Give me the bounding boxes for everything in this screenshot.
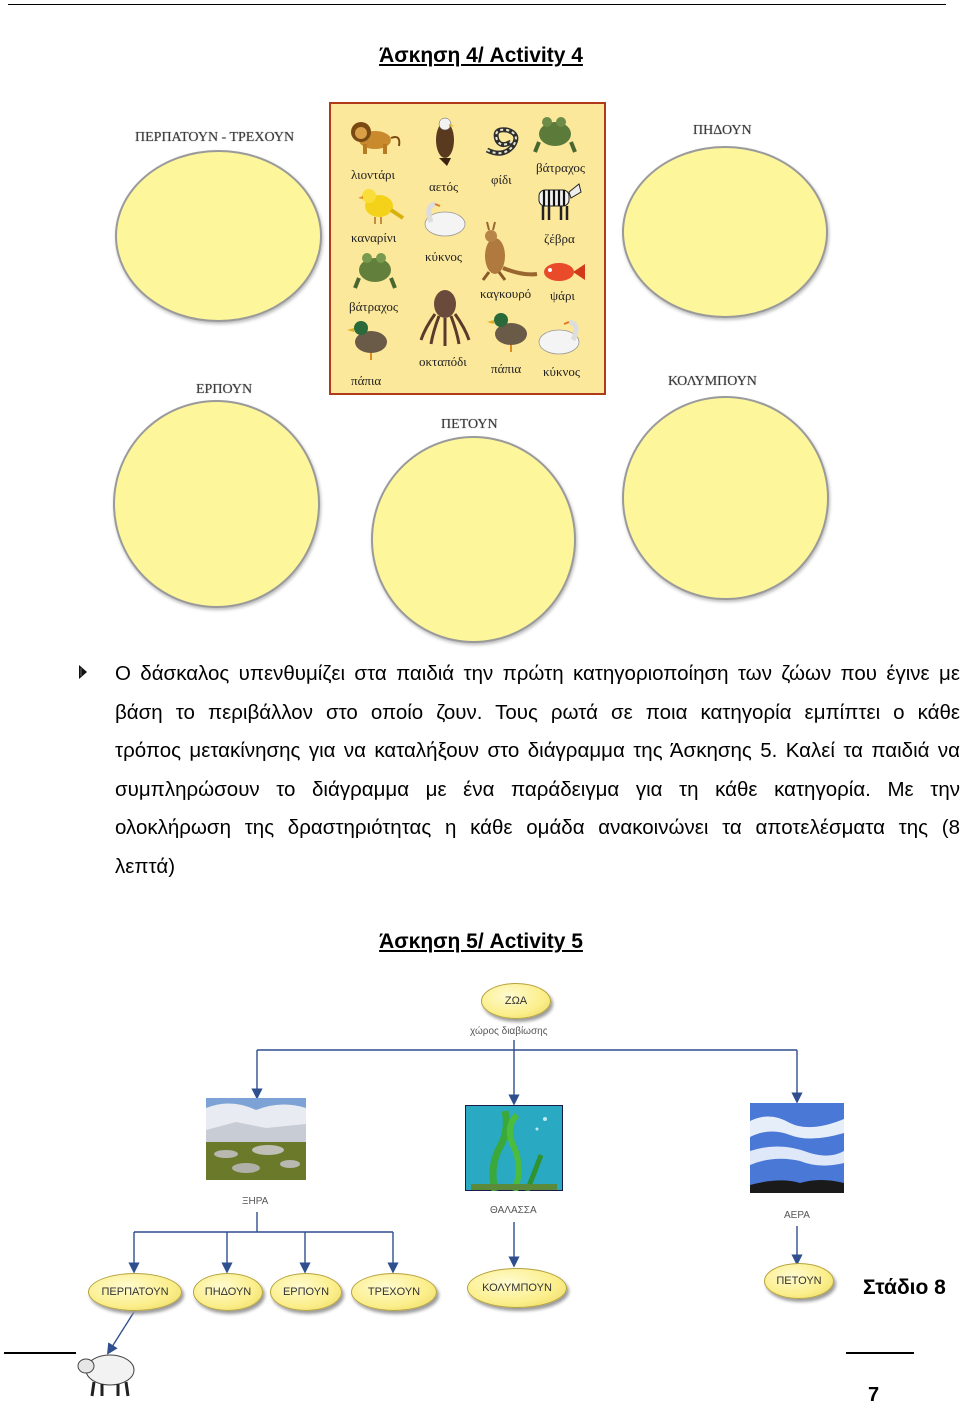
sea-seaweed-icon (465, 1105, 563, 1191)
animal-label: ζέβρα (544, 231, 575, 246)
habitat-air: ΑΕΡΑ (784, 1210, 810, 1221)
animal-label: πάπια (491, 361, 522, 376)
node-run: ΤΡΕΧΟΥΝ (351, 1273, 437, 1311)
habitat-sea: ΘΑΛΑΣΣΑ (490, 1205, 537, 1216)
activity4-title: Άσκηση 4/ Activity 4 (379, 44, 583, 67)
label-crawl: ΕΡΠΟΥΝ (196, 382, 253, 397)
animal-label: κύκνος (543, 364, 581, 379)
root-subtitle: χώρος διαβίωσης (470, 1026, 548, 1037)
stage-label: Στάδιο 8 (863, 1276, 946, 1299)
animal-label: αετός (429, 179, 459, 194)
animal-label: βάτραχος (536, 160, 586, 175)
page-number: 7 (868, 1384, 880, 1406)
node-animals: ΖΩΑ (481, 983, 551, 1019)
label-fly: ΠΕΤΟΥΝ (441, 417, 498, 432)
instructions-paragraph: Ο δάσκαλος υπενθυμίζει στα παιδιά την πρώτη κατηγοριοποίηση των ζώων που έγινε με βάση το περιβάλλον στο οποίο ζουν. Τους ρωτά σε ποια κατηγορία εμπίπτει ο κάθε τρόπος μετακίνησης για να καταλήξουν στο διάγραμμα της Άσκησης 5. Καλεί τα παιδιά να συμπληρώσουν το διάγραμμα με ένα παράδειγμα για τη κάθε κατηγορία. Με την ολοκλήρωση της δραστηριότητας η κάθε ομάδα ανακοινώνει τα αποτελέσματα της (8 λεπτά) (115, 662, 960, 878)
label-walk-run: ΠΕΡΠΑΤΟΥΝ - ΤΡΕΧΟΥΝ (135, 130, 295, 145)
node-swim: ΚΟΛΥΜΠΟΥΝ (467, 1268, 567, 1308)
land-landscape-icon (206, 1098, 306, 1180)
animal-label: φίδι (491, 172, 512, 187)
label-swim: ΚΟΛΥΜΠΟΥΝ (668, 374, 757, 389)
footer-rule-left (4, 1352, 76, 1354)
label-jump: ΠΗΔΟΥΝ (693, 123, 752, 138)
animal-label: ψάρι (550, 288, 575, 303)
animal-label: κύκνος (425, 249, 463, 264)
node-fly: ΠΕΤΟΥΝ (764, 1263, 834, 1299)
animal-label: πάπια (351, 373, 382, 388)
habitat-land: ΞΗΡΑ (242, 1196, 269, 1207)
animal-label: βάτραχος (349, 299, 399, 314)
animal-label: καναρίνι (351, 230, 397, 245)
activity5-title: Άσκηση 5/ Activity 5 (379, 930, 583, 953)
animal-label: καγκουρό (480, 286, 532, 301)
sheep-icon (76, 1350, 138, 1398)
footer-rule-right (846, 1352, 914, 1354)
animal-label: λιοντάρι (351, 167, 396, 182)
air-sky-icon (750, 1103, 844, 1193)
node-walk: ΠΕΡΠΑΤΟΥΝ (88, 1273, 182, 1311)
node-crawl: ΕΡΠΟΥΝ (270, 1273, 342, 1311)
node-jump: ΠΗΔΟΥΝ (193, 1273, 263, 1311)
animal-label: οκταπόδι (419, 354, 467, 369)
